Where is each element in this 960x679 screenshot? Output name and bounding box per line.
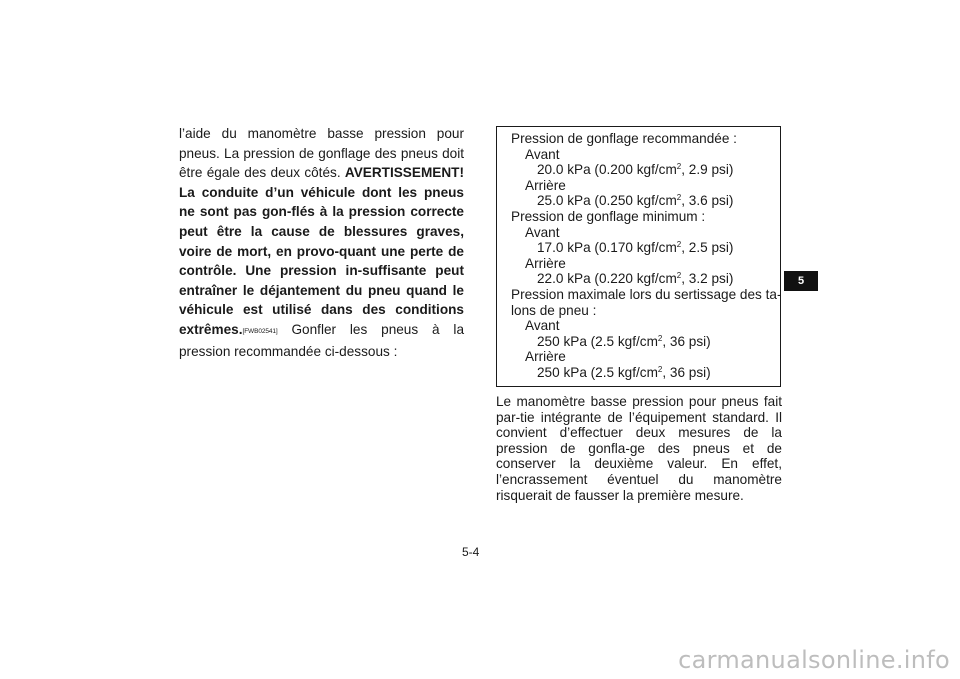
inflate-instruction-text: Gonfler les pneus à la pression recommandée ci-dessous : [179, 321, 464, 359]
spec-value-main: 22.0 kPa (0.220 kgf/cm [537, 271, 677, 287]
spec-value-tail: , 3.6 psi) [681, 193, 734, 209]
left-column-paragraph [179, 124, 464, 361]
tire-pressure-spec-box [496, 126, 781, 387]
spec-value-exponent: 2 [676, 193, 682, 203]
spec-value-tail: , 36 psi) [662, 364, 711, 380]
spec-value-main: 250 kPa (2.5 kgf/cm [537, 333, 658, 349]
spec-wheel-label: Avant [525, 318, 560, 334]
spec-lines-list [511, 131, 781, 381]
spec-value-main: 20.0 kPa (0.200 kgf/cm [537, 162, 677, 178]
intro-text: l’aide du manomètre basse pression pour pneus. La pression de gonflage des pneus doit être égale des deux côtés. [179, 126, 464, 181]
chapter-tab: 5 [784, 271, 818, 291]
spec-heading: lons de pneu : [511, 302, 597, 318]
spec-value [511, 365, 781, 381]
spec-value [511, 334, 781, 350]
warning-reference-code: [FWB02541] [242, 327, 278, 335]
spec-value-main: 250 kPa (2.5 kgf/cm [537, 364, 658, 380]
spec-value-main: 25.0 kPa (0.250 kgf/cm [537, 193, 677, 209]
spec-value-main: 17.0 kPa (0.170 kgf/cm [537, 240, 677, 256]
page-number: 5-4 [462, 545, 480, 559]
spec-wheel-label: Avant [525, 146, 560, 162]
spec-value-exponent: 2 [676, 271, 682, 281]
spec-heading: Pression de gonflage recommandée : [511, 131, 737, 146]
spec-wheel-label: Arrière [525, 349, 566, 365]
spec-value-exponent: 2 [676, 240, 682, 250]
spec-wheel-label: Arrière [525, 255, 566, 271]
watermark-logo: carmanualsonline.info [678, 646, 950, 674]
spec-heading: Pression de gonflage minimum : [511, 208, 706, 224]
spec-value-tail: , 2.9 psi) [681, 162, 734, 178]
spec-heading: Pression maximale lors du sertissage des ta- [511, 286, 782, 302]
spec-value-tail: , 3.2 psi) [681, 271, 734, 287]
spec-wheel-label: Avant [525, 224, 560, 240]
spec-value [511, 162, 781, 178]
spec-wheel-label: Arrière [525, 177, 566, 193]
right-column-paragraph: Le manomètre basse pression pour pneus fait par-tie intégrante de l’équipement standard. Il convient d’effectuer deux mesures de la pression de gonfla-ge des pneus et de conserver la deuxième valeur. En effet, l’encrassement éventuel du manomètre risquerait de fausser la première mesure. [496, 394, 782, 503]
spec-value [511, 271, 781, 287]
spec-value [511, 193, 781, 209]
spec-value-exponent: 2 [676, 162, 682, 172]
spec-value [511, 240, 781, 256]
spec-value-exponent: 2 [657, 364, 663, 374]
spec-value-tail: , 36 psi) [662, 333, 711, 349]
spec-value-exponent: 2 [657, 333, 663, 343]
spec-value-tail: , 2.5 psi) [681, 240, 734, 256]
warning-text: AVERTISSEMENT! La conduite d’un véhicule dont les pneus ne sont pas gon-flés à la pression correcte peut être la cause de blessures graves, voire de mort, en provo-quant une perte de contrôle. Une pression in-suffisante peut entraîner le déjantement du pneu quand le véhicule est utilisé dans des conditions extrêmes. [179, 165, 464, 337]
